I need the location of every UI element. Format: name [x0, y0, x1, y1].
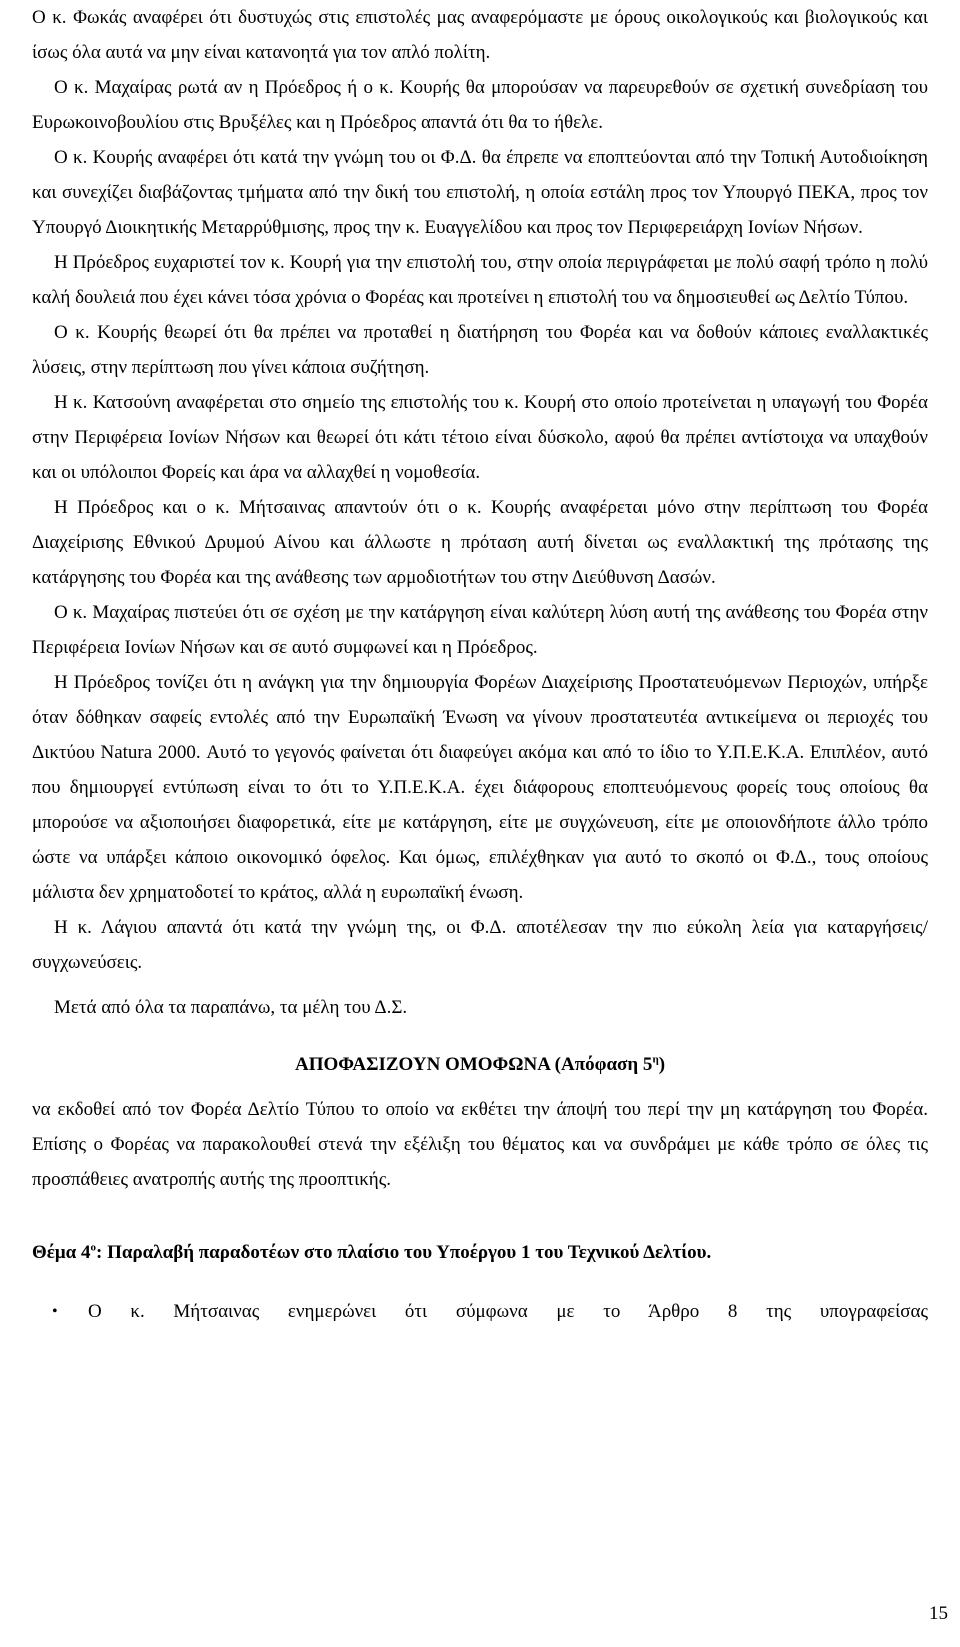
decision-heading-end: ) — [658, 1054, 666, 1075]
decision-heading-sup: η — [652, 1053, 659, 1066]
bullet-item — [32, 1294, 928, 1329]
paragraph-president-thanks: Η Πρόεδρος ευχαριστεί τον κ. Κουρή για την επιστολή του, στην οποία περιγράφεται με πολύ σαφή τρόπο η πολύ καλή δουλειά που έχει κάνει τόσα χρόνια ο Φορέας και προτείνει η επιστολή του να δημοσιευθεί ως Δελτίο Τύπου. — [32, 252, 928, 308]
page-number: 15 — [929, 1603, 948, 1624]
decision-heading-main: ΑΠΟΦΑΣΙΖΟΥΝ ΟΜΟΦΩΝΑ (Απόφαση 5 — [294, 1054, 653, 1075]
paragraph-lagiou: Η κ. Λάγιου απαντά ότι κατά την γνώμη της, οι Φ.Δ. αποτέλεσαν την πιο εύκολη λεία για καταργήσεις/συγχωνεύσεις. — [32, 917, 928, 973]
document-page — [32, 0, 928, 1329]
closing-line: Μετά από όλα τα παραπάνω, τα μέλη του Δ.Σ. — [54, 997, 408, 1018]
decision-heading — [32, 1047, 928, 1082]
bullet-icon: • — [52, 1303, 58, 1320]
paragraph-kouris-alternatives: Ο κ. Κουρής θεωρεί ότι θα πρέπει να προταθεί η διατήρηση του Φορέα και να δοθούν κάποιες εναλλακτικές λύσεις, στην περίπτωση που γίνει κάποια συζήτηση. — [32, 322, 928, 378]
topic-heading-text: : Παραλαβή παραδοτέων στο πλαίσιο του Υποέργου 1 του Τεχνικού Δελτίου. — [96, 1242, 712, 1263]
paragraph-president-mitsainas: Η Πρόεδρος και ο κ. Μήτσαινας απαντούν ότι ο κ. Κουρής αναφέρεται μόνο στην περίπτωση του Φορέα Διαχείρισης Εθνικού Δρυμού Αίνου και άλλωστε η πρόταση αυτή δίνεται ως εναλλακτική της πρότασης της κατάργησης του Φορέα και της ανάθεσης των αρμοδιοτήτων του στην Διεύθυνση Δασών. — [32, 497, 928, 588]
paragraph-fokas: Ο κ. Φωκάς αναφέρει ότι δυστυχώς στις επιστολές μας αναφερόμαστε με όρους οικολογικούς και βιολογικούς και ίσως όλα αυτά να μην είναι κατανοητά για τον απλό πολίτη. — [32, 7, 928, 63]
bullet-text: Ο κ. Μήτσαινας ενημερώνει ότι σύμφωνα με το Άρθρο 8 της υπογραφείσας — [88, 1301, 928, 1322]
paragraph-katsouni: Η κ. Κατσούνη αναφέρεται στο σημείο της επιστολής του κ. Κουρή στο οποίο προτείνεται η υπαγωγή του Φορέα στην Περιφέρεια Ιονίων Νήσων και θεωρεί ότι κάτι τέτοιο είναι δύσκολο, αφού θα πρέπει αντίστοιχα να υπαχθούν και οι υπόλοιποι Φορείς και άρα να αλλαχθεί η νομοθεσία. — [32, 392, 928, 483]
topic-heading-sup: ο — [90, 1241, 97, 1254]
decision-text: να εκδοθεί από τον Φορέα Δελτίο Τύπου το οποίο να εκθέτει την άποψή του περί την μη κατάργηση του Φορέα. Επίσης ο Φορέας να παρακολουθεί στενά την εξέλιξη του θέματος και να συνδράμει με κάθε τρόπο σε όλες τις προσπάθειες ανατροπής αυτής της προοπτικής. — [32, 1099, 928, 1190]
paragraph-kouris-letter: Ο κ. Κουρής αναφέρει ότι κατά την γνώμη του οι Φ.Δ. θα έπρεπε να εποπτεύονται από την Τοπική Αυτοδιοίκηση και συνεχίζει διαβάζοντας τμήματα από την δική του επιστολή, η οποία εστάλη προς τον Υπουργό ΠΕΚΑ, προς τον Υπουργό Διοικητικής Μεταρρύθμισης, προς την κ. Ευαγγελίδου και προς τον Περιφερειάρχη Ιονίων Νήσων. — [32, 147, 928, 238]
topic-heading-prefix: Θέμα 4 — [32, 1242, 91, 1263]
paragraph-machairas-question: Ο κ. Μαχαίρας ρωτά αν η Πρόεδρος ή ο κ. Κουρής θα μπορούσαν να παρευρεθούν σε σχετική συνεδρίαση του Ευρωκοινοβουλίου στις Βρυξέλες και η Πρόεδρος απαντά ότι θα το ήθελε. — [32, 77, 928, 133]
topic-heading — [32, 1235, 928, 1270]
paragraph-president-natura: Η Πρόεδρος τονίζει ότι η ανάγκη για την δημιουργία Φορέων Διαχείρισης Προστατευόμενων Περιοχών, υπήρξε όταν δόθηκαν σαφείς εντολές από την Ευρωπαϊκή Ένωση να γίνουν προστατευτέα αντικείμενα οι περιοχές του Δικτύου Natura 2000. Αυτό το γεγονός φαίνεται ότι διαφεύγει ακόμα και από το ίδιο το Υ.Π.Ε.Κ.Α. Επιπλέον, αυτό που δημιουργεί εντύπωση είναι το ότι το Υ.Π.Ε.Κ.Α. έχει διάφορους εποπτευόμενους φορείς τους οποίους θα μπορούσε να αξιοποιήσει διαφορετικά, είτε με κατάργηση, είτε με συγχώνευση, είτε με οποιονδήποτε άλλο τρόπο ώστε να υπάρξει κάποιο οικονομικό όφελος. Και όμως, επιλέχθηκαν για αυτό το σκοπό οι Φ.Δ., τους οποίους μάλιστα δεν χρηματοδοτεί το κράτος, αλλά η ευρωπαϊκή ένωση. — [32, 672, 928, 903]
paragraph-machairas-opinion: Ο κ. Μαχαίρας πιστεύει ότι σε σχέση με την κατάργηση είναι καλύτερη λύση αυτή της ανάθεσης του Φορέα στην Περιφέρεια Ιονίων Νήσων και σε αυτό συμφωνεί και η Πρόεδρος. — [32, 602, 928, 658]
